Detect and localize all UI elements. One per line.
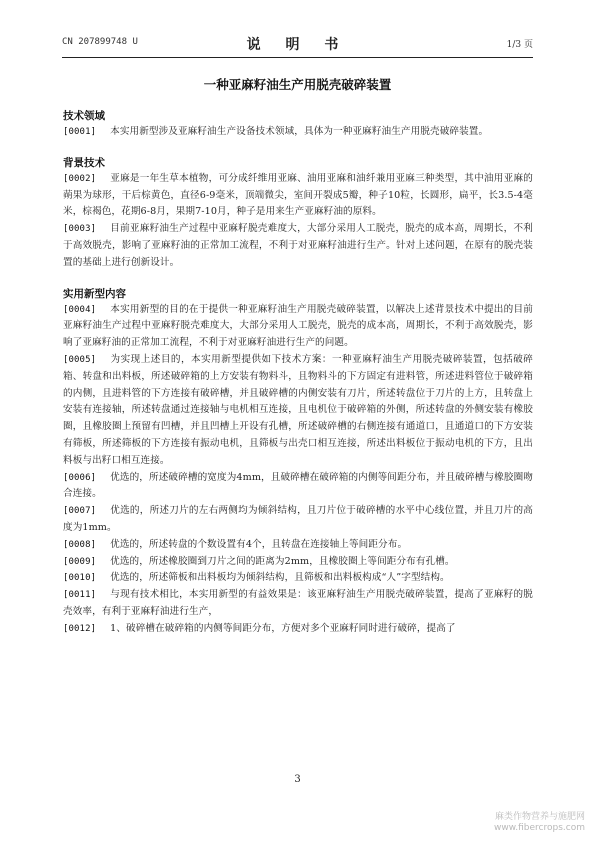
paragraph-text: 本实用新型的目的在于提供一种亚麻籽油生产用脱壳破碎装置，以解决上述背景技术中提出的目前亚麻籽油生产过程中亚麻籽脱壳难度大，大部分采用人工脱壳，脱壳的成本高，周期长，不利于高效脱壳，影响了亚麻籽油的正常加工流程，不利于对亚麻籽油进行生产的问题。 <box>63 303 533 349</box>
paragraph-number: [0002] <box>63 173 97 184</box>
section-utility-model-content <box>63 286 533 638</box>
paragraph-text: 优选的，所述筛板和出料板均为倾斜结构，且筛板和出料板构成“人”字型结构。 <box>110 572 450 584</box>
paragraph-text: 优选的，所述转盘的个数设置有4个，且转盘在连接轴上等间距分布。 <box>110 538 408 550</box>
paragraph <box>63 621 533 638</box>
watermark-name: 麻类作物营养与施肥网 <box>494 812 585 822</box>
section-background <box>63 155 533 272</box>
document-title: 一种亚麻籽油生产用脱壳破碎装置 <box>203 77 392 92</box>
paragraph <box>63 503 533 537</box>
paragraph-number: [0003] <box>63 224 97 235</box>
document-type: 说 明 书 <box>246 37 349 53</box>
page-number: 3 <box>294 774 301 785</box>
paragraph-number: [0009] <box>63 556 97 567</box>
paragraph-text: 本实用新型涉及亚麻籽油生产设备技术领域，具体为一种亚麻籽油生产用脱壳破碎装置。 <box>110 126 489 137</box>
paragraph <box>63 537 533 554</box>
paragraph <box>63 587 533 621</box>
paragraph <box>63 554 533 571</box>
section-technical-field <box>63 108 533 141</box>
paragraph-number: [0007] <box>63 506 97 517</box>
paragraph <box>63 570 533 587</box>
paragraph-number: [0004] <box>63 304 97 315</box>
paragraph-text: 优选的，所述刀片的左右两侧均为倾斜结构，且刀片位于破碎槽的水平中心线位置，并且刀片的高度为1mm。 <box>63 505 533 533</box>
paragraph-number: [0001] <box>63 127 97 137</box>
patent-number: CN 207899748 U <box>62 37 138 47</box>
watermark-url: www.fibercrops.com <box>494 823 585 833</box>
paragraph <box>63 470 533 504</box>
paragraph <box>63 124 533 141</box>
section-heading: 实用新型内容 <box>63 287 126 300</box>
paragraph-number: [0005] <box>63 354 97 365</box>
paragraph-text: 亚麻是一年生草本植物，可分成纤维用亚麻、油用亚麻和油纤兼用亚麻三种类型，其中油用亚麻的蒴果为球形，干后棕黄色，直径6-9毫米，顶端微尖，室间开裂成5瓣，种子10粒，长圆形，扁平，长3.5-4毫米，棕褐色，花期6-8月，果期7-10月，种子是用来生产亚麻籽油的原料。 <box>63 172 533 218</box>
paragraph-text: 目前亚麻籽油生产过程中亚麻籽脱壳难度大，大部分采用人工脱壳，脱壳的成本高，周期长，不利于高效脱壳，影响了亚麻籽油的正常加工流程，不利于对亚麻籽油进行生产。针对上述问题，在原有的脱壳装置的基础上进行创新设计。 <box>63 223 533 268</box>
paragraph <box>63 171 533 221</box>
paragraph-text: 1、破碎槽在破碎箱的内侧等间距分布，方便对多个亚麻籽同时进行破碎，提高了 <box>110 622 456 634</box>
document-body <box>63 104 533 638</box>
paragraph-text: 优选的，所述橡胶圈到刀片之间的距离为2mm，且橡胶圈上等间距分布有孔槽。 <box>110 555 455 567</box>
section-heading: 技术领域 <box>63 110 105 122</box>
paragraph-number: [0011] <box>63 590 97 601</box>
header-divider <box>62 57 533 58</box>
page-count: 1/3 页 <box>506 40 533 50</box>
page-header <box>62 34 533 52</box>
paragraph <box>63 352 533 470</box>
paragraph-text: 为实现上述目的，本实用新型提供如下技术方案：一种亚麻籽油生产用脱壳破碎装置，包括破碎箱、转盘和出料板，所述破碎箱的上方安装有物料斗，且物料斗的下方固定有进料管，所述进料管位于破碎箱的内侧，且进料管的下方连接有破碎槽，并且破碎槽的内侧安装有刀片，所述转盘位于刀片的上方，且转盘上安装有连接轴，所述转盘通过连接轴与电机相互连接，且电机位于破碎箱的外侧，所述转盘的外侧安装有橡胶圈，且橡胶圈上预留有凹槽，并且凹槽上开设有孔槽，所述破碎槽的右侧连接有通道口，且通道口的下方安装有筛板，所述筛板的下方连接有振动电机，且筛板与出壳口相互连接，所述出料板位于振动电机的下方，且出料板与出籽口相互连接。 <box>63 353 533 466</box>
site-watermark <box>494 812 585 834</box>
paragraph-text: 优选的，所述破碎槽的宽度为4mm，且破碎槽在破碎箱的内侧等间距分布，并且破碎槽与橡胶圈吻合连接。 <box>63 471 533 500</box>
paragraph <box>63 302 533 352</box>
paragraph-number: [0012] <box>63 623 97 634</box>
paragraph-number: [0008] <box>63 539 97 550</box>
paragraph-text: 与现有技术相比，本实用新型的有益效果是：该亚麻籽油生产用脱壳破碎装置，提高了亚麻籽的脱壳效率，有利于亚麻籽油进行生产， <box>63 589 533 617</box>
paragraph <box>63 221 533 271</box>
paragraph-number: [0006] <box>63 472 97 483</box>
section-heading: 背景技术 <box>63 156 105 169</box>
paragraph-number: [0010] <box>63 573 97 584</box>
